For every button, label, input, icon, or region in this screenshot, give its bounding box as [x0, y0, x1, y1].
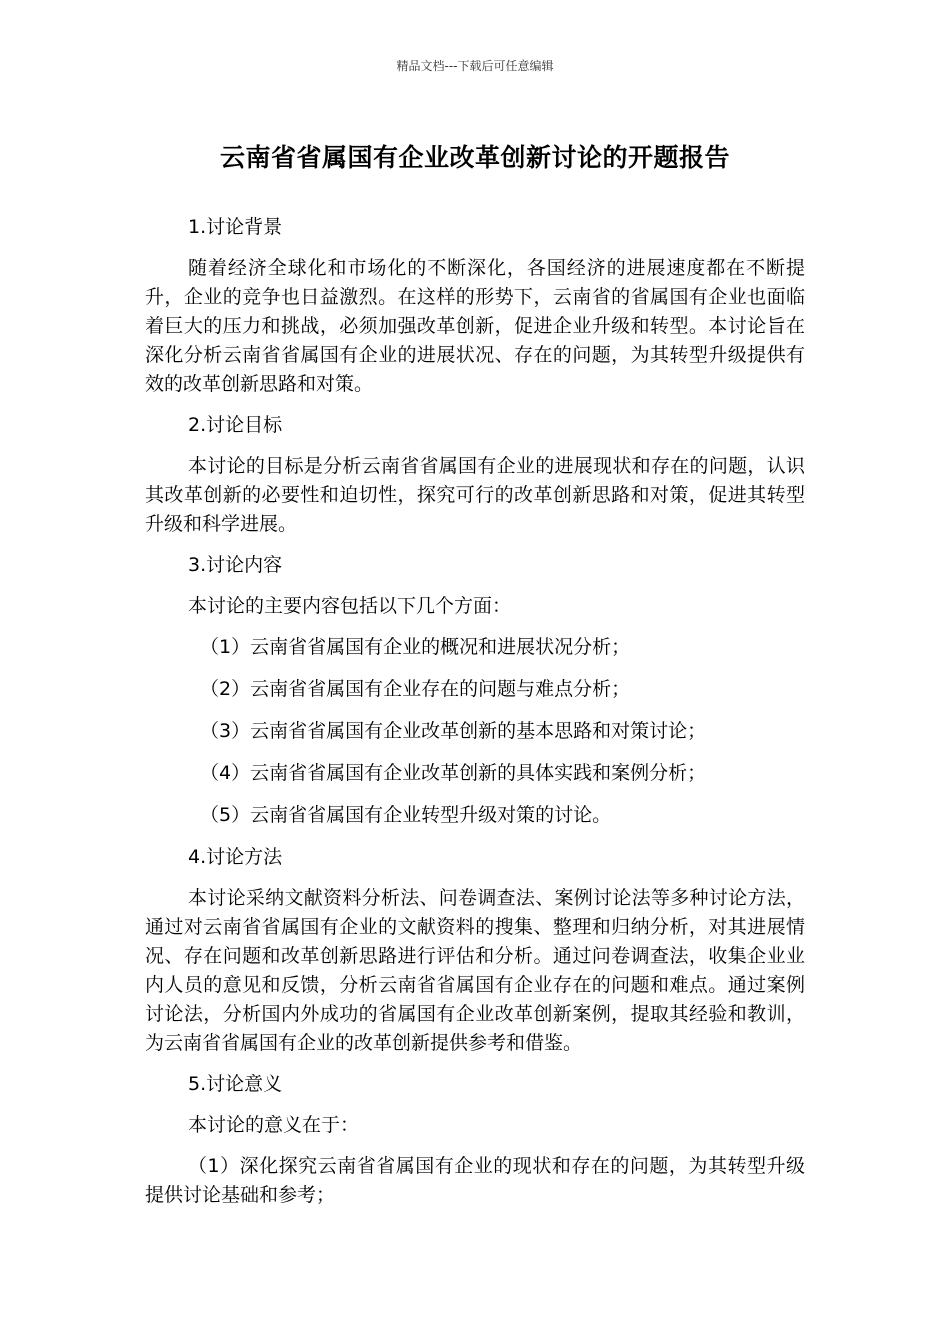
background-paragraph: 随着经济全球化和市场化的不断深化，各国经济的进展速度都在不断提升，企业的竞争也日益激烈。在这样的形势下，云南省的省属国有企业也面临着巨大的压力和挑战，必须加强改革创新，促进企业升级和转型。本讨论旨在深化分析云南省省属国有企业的进展状况、存在的问题，为其转型升级提供有效的改革创新思路和对策。: [145, 257, 805, 395]
section-heading-background: 1.讨论背景: [188, 216, 283, 238]
content-list-item: （3）云南省省属国有企业改革创新的基本思路和对策讨论；: [200, 720, 707, 742]
significance-intro: 本讨论的意义在于：: [188, 1114, 360, 1136]
page-header: 精品文档---下载后可任意编辑: [396, 59, 554, 73]
document-title: 云南省省属国有企业改革创新讨论的开题报告: [219, 143, 730, 172]
section-heading-goal: 2.讨论目标: [188, 414, 283, 436]
goal-paragraph: 本讨论的目标是分析云南省省属国有企业的进展现状和存在的问题，认识其改革创新的必要性和迫切性，探究可行的改革创新思路和对策，促进其转型升级和科学进展。: [145, 455, 805, 535]
section-heading-significance: 5.讨论意义: [188, 1073, 283, 1095]
method-paragraph: 本讨论采纳文献资料分析法、问卷调查法、案例讨论法等多种讨论方法，通过对云南省省属国有企业的文献资料的搜集、整理和归纳分析，对其进展情况、存在问题和改革创新思路进行评估和分析。通过问卷调查法，收集企业业内人员的意见和反馈，分析云南省省属国有企业存在的问题和难点。通过案例讨论法，分析国内外成功的省属国有企业改革创新案例，提取其经验和教训，为云南省省属国有企业的改革创新提供参考和借鉴。: [145, 887, 805, 1054]
section-heading-content: 3.讨论内容: [188, 554, 283, 576]
content-list-item: （2）云南省省属国有企业存在的问题与难点分析；: [200, 678, 631, 700]
content-intro: 本讨论的主要内容包括以下几个方面：: [188, 595, 512, 617]
document-body: [145, 213, 805, 1222]
content-list-item: （5）云南省省属国有企业转型升级对策的讨论。: [200, 804, 612, 826]
section-heading-method: 4.讨论方法: [188, 846, 283, 868]
content-list-item: （4）云南省省属国有企业改革创新的具体实践和案例分析；: [200, 762, 707, 784]
content-list-item: （1）云南省省属国有企业的概况和进展状况分析；: [200, 636, 631, 658]
significance-list-item: （1）深化探究云南省省属国有企业的现状和存在的问题，为其转型升级提供讨论基础和参考；: [145, 1155, 805, 1206]
